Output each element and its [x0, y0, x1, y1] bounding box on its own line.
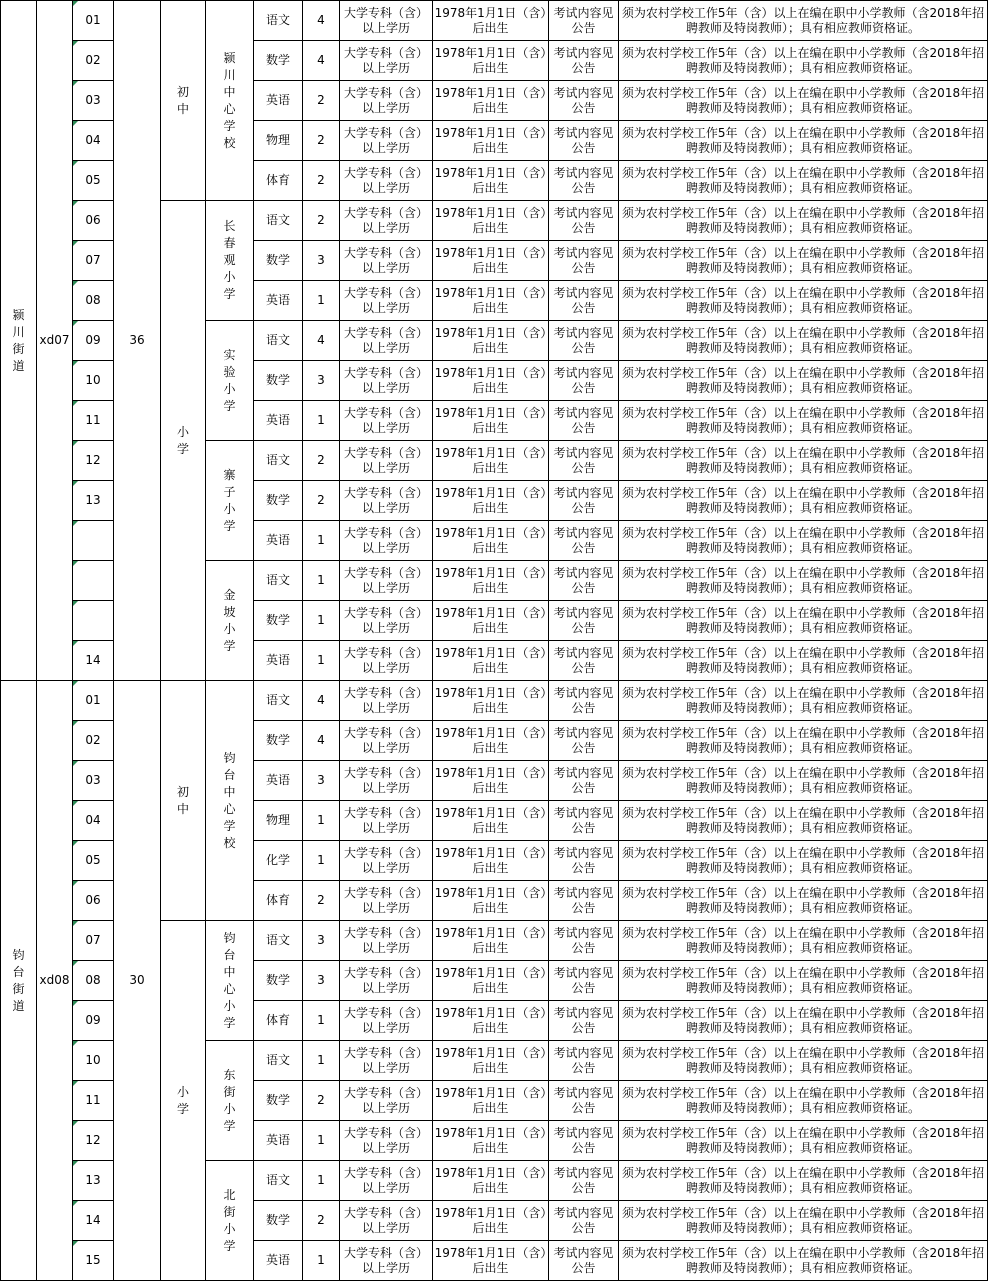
exam-cell: 考试内容见公告 [549, 1121, 619, 1161]
requirement-cell: 须为农村学校工作5年（含）以上在编在职中小学教师（含2018年招聘教师及特岗教师）；具有相应教师资格证。 [619, 241, 988, 281]
hire-count-cell: 1 [303, 841, 340, 881]
position-no-cell: 03 [73, 81, 114, 121]
school-name-cell-text: 北街小学 [223, 1187, 236, 1253]
education-cell: 大学专科（含）以上学历 [340, 1081, 433, 1121]
hire-count-cell: 1 [303, 641, 340, 681]
requirement-cell: 须为农村学校工作5年（含）以上在编在职中小学教师（含2018年招聘教师及特岗教师）；具有相应教师资格证。 [619, 1241, 988, 1281]
birth-cell: 1978年1月1日（含）后出生 [433, 41, 549, 81]
subject-cell: 语文 [254, 321, 303, 361]
subject-cell: 语文 [254, 561, 303, 601]
birth-cell: 1978年1月1日（含）后出生 [433, 681, 549, 721]
requirement-cell: 须为农村学校工作5年（含）以上在编在职中小学教师（含2018年招聘教师及特岗教师）；具有相应教师资格证。 [619, 681, 988, 721]
school-level-cell-text: 初中 [176, 784, 189, 816]
school-name-cell-text: 寨子小学 [223, 467, 236, 533]
birth-cell: 1978年1月1日（含）后出生 [433, 961, 549, 1001]
position-no-cell: 13 [73, 1161, 114, 1201]
education-cell: 大学专科（含）以上学历 [340, 801, 433, 841]
birth-cell: 1978年1月1日（含）后出生 [433, 321, 549, 361]
subject-cell: 语文 [254, 1161, 303, 1201]
position-no-cell: 01 [73, 1, 114, 41]
education-cell: 大学专科（含）以上学历 [340, 481, 433, 521]
requirement-cell: 须为农村学校工作5年（含）以上在编在职中小学教师（含2018年招聘教师及特岗教师）；具有相应教师资格证。 [619, 321, 988, 361]
birth-cell: 1978年1月1日（含）后出生 [433, 921, 549, 961]
position-no-cell: 12 [73, 441, 114, 481]
hire-count-cell: 4 [303, 681, 340, 721]
district-cell [1, 1, 37, 681]
exam-cell: 考试内容见公告 [549, 1041, 619, 1081]
school-level-cell-text: 小学 [176, 1084, 189, 1116]
position-no-cell: 03 [73, 761, 114, 801]
hire-count-cell: 1 [303, 1161, 340, 1201]
school-name-cell [206, 321, 254, 441]
subject-cell: 体育 [254, 161, 303, 201]
hire-count-cell: 2 [303, 1081, 340, 1121]
subject-cell: 英语 [254, 521, 303, 561]
birth-cell: 1978年1月1日（含）后出生 [433, 481, 549, 521]
requirement-cell: 须为农村学校工作5年（含）以上在编在职中小学教师（含2018年招聘教师及特岗教师）；具有相应教师资格证。 [619, 361, 988, 401]
position-no-cell: 07 [73, 241, 114, 281]
exam-cell: 考试内容见公告 [549, 321, 619, 361]
requirement-cell: 须为农村学校工作5年（含）以上在编在职中小学教师（含2018年招聘教师及特岗教师）；具有相应教师资格证。 [619, 601, 988, 641]
hire-count-cell: 2 [303, 881, 340, 921]
total-count-cell: 30 [114, 681, 161, 1281]
hire-count-cell: 2 [303, 121, 340, 161]
subject-cell: 英语 [254, 761, 303, 801]
education-cell: 大学专科（含）以上学历 [340, 921, 433, 961]
requirement-cell: 须为农村学校工作5年（含）以上在编在职中小学教师（含2018年招聘教师及特岗教师）；具有相应教师资格证。 [619, 721, 988, 761]
position-no-cell: 06 [73, 881, 114, 921]
birth-cell: 1978年1月1日（含）后出生 [433, 1, 549, 41]
unit-code-cell: xd07 [37, 1, 73, 681]
education-cell: 大学专科（含）以上学历 [340, 721, 433, 761]
education-cell: 大学专科（含）以上学历 [340, 1241, 433, 1281]
requirement-cell: 须为农村学校工作5年（含）以上在编在职中小学教师（含2018年招聘教师及特岗教师）；具有相应教师资格证。 [619, 161, 988, 201]
birth-cell: 1978年1月1日（含）后出生 [433, 281, 549, 321]
position-no-cell: 02 [73, 721, 114, 761]
position-no-cell: 12 [73, 1121, 114, 1161]
birth-cell: 1978年1月1日（含）后出生 [433, 241, 549, 281]
exam-cell: 考试内容见公告 [549, 641, 619, 681]
position-no-cell: 13 [73, 481, 114, 521]
subject-cell: 物理 [254, 121, 303, 161]
position-no-cell: 01 [73, 681, 114, 721]
birth-cell: 1978年1月1日（含）后出生 [433, 601, 549, 641]
birth-cell: 1978年1月1日（含）后出生 [433, 1041, 549, 1081]
hire-count-cell: 4 [303, 721, 340, 761]
hire-count-cell: 1 [303, 281, 340, 321]
hire-count-cell: 2 [303, 201, 340, 241]
position-no-cell: 04 [73, 121, 114, 161]
education-cell: 大学专科（含）以上学历 [340, 601, 433, 641]
subject-cell: 数学 [254, 961, 303, 1001]
hire-count-cell: 1 [303, 1241, 340, 1281]
school-level-cell [161, 201, 206, 681]
subject-cell: 语文 [254, 1, 303, 41]
birth-cell: 1978年1月1日（含）后出生 [433, 561, 549, 601]
education-cell: 大学专科（含）以上学历 [340, 1, 433, 41]
exam-cell: 考试内容见公告 [549, 441, 619, 481]
requirement-cell: 须为农村学校工作5年（含）以上在编在职中小学教师（含2018年招聘教师及特岗教师）；具有相应教师资格证。 [619, 1201, 988, 1241]
exam-cell: 考试内容见公告 [549, 361, 619, 401]
subject-cell: 语文 [254, 681, 303, 721]
school-name-cell-text: 实验小学 [223, 347, 236, 413]
exam-cell: 考试内容见公告 [549, 41, 619, 81]
position-no-cell: 10 [73, 361, 114, 401]
exam-cell: 考试内容见公告 [549, 961, 619, 1001]
birth-cell: 1978年1月1日（含）后出生 [433, 641, 549, 681]
subject-cell: 英语 [254, 1241, 303, 1281]
school-level-cell-text: 小学 [176, 424, 189, 456]
exam-cell: 考试内容见公告 [549, 681, 619, 721]
position-no-cell: 07 [73, 921, 114, 961]
school-name-cell [206, 441, 254, 561]
exam-cell: 考试内容见公告 [549, 721, 619, 761]
birth-cell: 1978年1月1日（含）后出生 [433, 801, 549, 841]
exam-cell: 考试内容见公告 [549, 401, 619, 441]
requirement-cell: 须为农村学校工作5年（含）以上在编在职中小学教师（含2018年招聘教师及特岗教师）；具有相应教师资格证。 [619, 1001, 988, 1041]
hire-count-cell: 1 [303, 1121, 340, 1161]
position-no-cell: 08 [73, 281, 114, 321]
requirement-cell: 须为农村学校工作5年（含）以上在编在职中小学教师（含2018年招聘教师及特岗教师）；具有相应教师资格证。 [619, 201, 988, 241]
hire-count-cell: 4 [303, 321, 340, 361]
position-no-cell [73, 521, 114, 561]
birth-cell: 1978年1月1日（含）后出生 [433, 721, 549, 761]
birth-cell: 1978年1月1日（含）后出生 [433, 201, 549, 241]
subject-cell: 英语 [254, 81, 303, 121]
subject-cell: 物理 [254, 801, 303, 841]
education-cell: 大学专科（含）以上学历 [340, 761, 433, 801]
exam-cell: 考试内容见公告 [549, 201, 619, 241]
education-cell: 大学专科（含）以上学历 [340, 201, 433, 241]
subject-cell: 语文 [254, 1041, 303, 1081]
exam-cell: 考试内容见公告 [549, 1, 619, 41]
subject-cell: 英语 [254, 641, 303, 681]
position-no-cell [73, 561, 114, 601]
position-no-cell: 10 [73, 1041, 114, 1081]
position-no-cell: 11 [73, 401, 114, 441]
education-cell: 大学专科（含）以上学历 [340, 841, 433, 881]
birth-cell: 1978年1月1日（含）后出生 [433, 401, 549, 441]
exam-cell: 考试内容见公告 [549, 241, 619, 281]
hire-count-cell: 3 [303, 921, 340, 961]
birth-cell: 1978年1月1日（含）后出生 [433, 361, 549, 401]
exam-cell: 考试内容见公告 [549, 481, 619, 521]
subject-cell: 英语 [254, 281, 303, 321]
requirement-cell: 须为农村学校工作5年（含）以上在编在职中小学教师（含2018年招聘教师及特岗教师）；具有相应教师资格证。 [619, 121, 988, 161]
subject-cell: 英语 [254, 1121, 303, 1161]
exam-cell: 考试内容见公告 [549, 921, 619, 961]
school-name-cell [206, 201, 254, 321]
requirement-cell: 须为农村学校工作5年（含）以上在编在职中小学教师（含2018年招聘教师及特岗教师）；具有相应教师资格证。 [619, 401, 988, 441]
requirement-cell: 须为农村学校工作5年（含）以上在编在职中小学教师（含2018年招聘教师及特岗教师）；具有相应教师资格证。 [619, 921, 988, 961]
exam-cell: 考试内容见公告 [549, 801, 619, 841]
exam-cell: 考试内容见公告 [549, 161, 619, 201]
hire-count-cell: 1 [303, 401, 340, 441]
hire-count-cell: 1 [303, 601, 340, 641]
hire-count-cell: 3 [303, 961, 340, 1001]
subject-cell: 化学 [254, 841, 303, 881]
birth-cell: 1978年1月1日（含）后出生 [433, 441, 549, 481]
district-cell [1, 681, 37, 1281]
table-row [1, 681, 988, 721]
total-count-cell: 36 [114, 1, 161, 681]
education-cell: 大学专科（含）以上学历 [340, 681, 433, 721]
requirement-cell: 须为农村学校工作5年（含）以上在编在职中小学教师（含2018年招聘教师及特岗教师）；具有相应教师资格证。 [619, 761, 988, 801]
position-no-cell: 09 [73, 1001, 114, 1041]
exam-cell: 考试内容见公告 [549, 1201, 619, 1241]
requirement-cell: 须为农村学校工作5年（含）以上在编在职中小学教师（含2018年招聘教师及特岗教师）；具有相应教师资格证。 [619, 961, 988, 1001]
education-cell: 大学专科（含）以上学历 [340, 1121, 433, 1161]
position-no-cell: 09 [73, 321, 114, 361]
education-cell: 大学专科（含）以上学历 [340, 561, 433, 601]
education-cell: 大学专科（含）以上学历 [340, 401, 433, 441]
hire-count-cell: 1 [303, 801, 340, 841]
hire-count-cell: 2 [303, 161, 340, 201]
hire-count-cell: 4 [303, 41, 340, 81]
hire-count-cell: 1 [303, 1041, 340, 1081]
birth-cell: 1978年1月1日（含）后出生 [433, 521, 549, 561]
birth-cell: 1978年1月1日（含）后出生 [433, 1201, 549, 1241]
subject-cell: 体育 [254, 881, 303, 921]
requirement-cell: 须为农村学校工作5年（含）以上在编在职中小学教师（含2018年招聘教师及特岗教师）；具有相应教师资格证。 [619, 1081, 988, 1121]
exam-cell: 考试内容见公告 [549, 601, 619, 641]
birth-cell: 1978年1月1日（含）后出生 [433, 1081, 549, 1121]
hire-count-cell: 2 [303, 481, 340, 521]
school-name-cell [206, 1161, 254, 1281]
subject-cell: 数学 [254, 41, 303, 81]
subject-cell: 体育 [254, 1001, 303, 1041]
exam-cell: 考试内容见公告 [549, 281, 619, 321]
requirement-cell: 须为农村学校工作5年（含）以上在编在职中小学教师（含2018年招聘教师及特岗教师）；具有相应教师资格证。 [619, 521, 988, 561]
exam-cell: 考试内容见公告 [549, 881, 619, 921]
exam-cell: 考试内容见公告 [549, 1001, 619, 1041]
subject-cell: 数学 [254, 1201, 303, 1241]
education-cell: 大学专科（含）以上学历 [340, 121, 433, 161]
requirement-cell: 须为农村学校工作5年（含）以上在编在职中小学教师（含2018年招聘教师及特岗教师）；具有相应教师资格证。 [619, 1041, 988, 1081]
school-level-cell-text: 初中 [176, 84, 189, 116]
unit-code-cell: xd08 [37, 681, 73, 1281]
education-cell: 大学专科（含）以上学历 [340, 1041, 433, 1081]
requirement-cell: 须为农村学校工作5年（含）以上在编在职中小学教师（含2018年招聘教师及特岗教师）；具有相应教师资格证。 [619, 281, 988, 321]
table-row [1, 1, 988, 41]
subject-cell: 数学 [254, 481, 303, 521]
education-cell: 大学专科（含）以上学历 [340, 961, 433, 1001]
education-cell: 大学专科（含）以上学历 [340, 641, 433, 681]
hire-count-cell: 2 [303, 441, 340, 481]
school-name-cell [206, 681, 254, 921]
position-no-cell: 06 [73, 201, 114, 241]
hire-count-cell: 3 [303, 361, 340, 401]
district-cell-text: 颍川街道 [12, 307, 25, 373]
school-name-cell-text: 钧台中心小学 [223, 930, 236, 1030]
hire-count-cell: 3 [303, 761, 340, 801]
hire-count-cell: 4 [303, 1, 340, 41]
requirement-cell: 须为农村学校工作5年（含）以上在编在职中小学教师（含2018年招聘教师及特岗教师）；具有相应教师资格证。 [619, 441, 988, 481]
education-cell: 大学专科（含）以上学历 [340, 241, 433, 281]
exam-cell: 考试内容见公告 [549, 561, 619, 601]
position-no-cell: 02 [73, 41, 114, 81]
education-cell: 大学专科（含）以上学历 [340, 281, 433, 321]
education-cell: 大学专科（含）以上学历 [340, 881, 433, 921]
position-no-cell: 05 [73, 841, 114, 881]
hire-count-cell: 2 [303, 1201, 340, 1241]
hire-count-cell: 3 [303, 241, 340, 281]
birth-cell: 1978年1月1日（含）后出生 [433, 81, 549, 121]
requirement-cell: 须为农村学校工作5年（含）以上在编在职中小学教师（含2018年招聘教师及特岗教师）；具有相应教师资格证。 [619, 881, 988, 921]
position-no-cell [73, 601, 114, 641]
education-cell: 大学专科（含）以上学历 [340, 321, 433, 361]
requirement-cell: 须为农村学校工作5年（含）以上在编在职中小学教师（含2018年招聘教师及特岗教师）；具有相应教师资格证。 [619, 41, 988, 81]
exam-cell: 考试内容见公告 [549, 841, 619, 881]
exam-cell: 考试内容见公告 [549, 81, 619, 121]
position-no-cell: 15 [73, 1241, 114, 1281]
school-level-cell [161, 921, 206, 1281]
requirement-cell: 须为农村学校工作5年（含）以上在编在职中小学教师（含2018年招聘教师及特岗教师）；具有相应教师资格证。 [619, 81, 988, 121]
requirement-cell: 须为农村学校工作5年（含）以上在编在职中小学教师（含2018年招聘教师及特岗教师）；具有相应教师资格证。 [619, 1121, 988, 1161]
birth-cell: 1978年1月1日（含）后出生 [433, 161, 549, 201]
hire-count-cell: 1 [303, 1001, 340, 1041]
subject-cell: 数学 [254, 361, 303, 401]
position-no-cell: 11 [73, 1081, 114, 1121]
school-name-cell [206, 1041, 254, 1161]
education-cell: 大学专科（含）以上学历 [340, 1161, 433, 1201]
school-level-cell [161, 681, 206, 921]
education-cell: 大学专科（含）以上学历 [340, 521, 433, 561]
birth-cell: 1978年1月1日（含）后出生 [433, 121, 549, 161]
school-name-cell-text: 颍川中心学校 [223, 50, 236, 150]
education-cell: 大学专科（含）以上学历 [340, 441, 433, 481]
education-cell: 大学专科（含）以上学历 [340, 161, 433, 201]
birth-cell: 1978年1月1日（含）后出生 [433, 881, 549, 921]
position-no-cell: 14 [73, 641, 114, 681]
birth-cell: 1978年1月1日（含）后出生 [433, 1161, 549, 1201]
hire-count-cell: 1 [303, 521, 340, 561]
district-cell-text: 钧台街道 [12, 947, 25, 1013]
position-no-cell: 05 [73, 161, 114, 201]
subject-cell: 数学 [254, 601, 303, 641]
subject-cell: 数学 [254, 721, 303, 761]
subject-cell: 数学 [254, 241, 303, 281]
subject-cell: 数学 [254, 1081, 303, 1121]
school-level-cell [161, 1, 206, 201]
requirement-cell: 须为农村学校工作5年（含）以上在编在职中小学教师（含2018年招聘教师及特岗教师）；具有相应教师资格证。 [619, 1161, 988, 1201]
requirement-cell: 须为农村学校工作5年（含）以上在编在职中小学教师（含2018年招聘教师及特岗教师）；具有相应教师资格证。 [619, 641, 988, 681]
education-cell: 大学专科（含）以上学历 [340, 1201, 433, 1241]
school-name-cell [206, 1, 254, 201]
hire-count-cell: 1 [303, 561, 340, 601]
birth-cell: 1978年1月1日（含）后出生 [433, 761, 549, 801]
subject-cell: 语文 [254, 201, 303, 241]
exam-cell: 考试内容见公告 [549, 1241, 619, 1281]
education-cell: 大学专科（含）以上学历 [340, 41, 433, 81]
subject-cell: 英语 [254, 401, 303, 441]
requirement-cell: 须为农村学校工作5年（含）以上在编在职中小学教师（含2018年招聘教师及特岗教师）；具有相应教师资格证。 [619, 1, 988, 41]
requirement-cell: 须为农村学校工作5年（含）以上在编在职中小学教师（含2018年招聘教师及特岗教师）；具有相应教师资格证。 [619, 801, 988, 841]
birth-cell: 1978年1月1日（含）后出生 [433, 1001, 549, 1041]
education-cell: 大学专科（含）以上学历 [340, 361, 433, 401]
exam-cell: 考试内容见公告 [549, 1161, 619, 1201]
school-name-cell [206, 561, 254, 681]
school-name-cell [206, 921, 254, 1041]
position-no-cell: 14 [73, 1201, 114, 1241]
exam-cell: 考试内容见公告 [549, 1081, 619, 1121]
education-cell: 大学专科（含）以上学历 [340, 81, 433, 121]
birth-cell: 1978年1月1日（含）后出生 [433, 1241, 549, 1281]
subject-cell: 语文 [254, 921, 303, 961]
exam-cell: 考试内容见公告 [549, 521, 619, 561]
position-no-cell: 08 [73, 961, 114, 1001]
requirement-cell: 须为农村学校工作5年（含）以上在编在职中小学教师（含2018年招聘教师及特岗教师）；具有相应教师资格证。 [619, 481, 988, 521]
education-cell: 大学专科（含）以上学历 [340, 1001, 433, 1041]
subject-cell: 语文 [254, 441, 303, 481]
birth-cell: 1978年1月1日（含）后出生 [433, 1121, 549, 1161]
requirement-cell: 须为农村学校工作5年（含）以上在编在职中小学教师（含2018年招聘教师及特岗教师）；具有相应教师资格证。 [619, 841, 988, 881]
hire-count-cell: 2 [303, 81, 340, 121]
birth-cell: 1978年1月1日（含）后出生 [433, 841, 549, 881]
requirement-cell: 须为农村学校工作5年（含）以上在编在职中小学教师（含2018年招聘教师及特岗教师）；具有相应教师资格证。 [619, 561, 988, 601]
school-name-cell-text: 钧台中心学校 [223, 750, 236, 850]
school-name-cell-text: 东街小学 [223, 1067, 236, 1133]
position-no-cell: 04 [73, 801, 114, 841]
exam-cell: 考试内容见公告 [549, 761, 619, 801]
exam-cell: 考试内容见公告 [549, 121, 619, 161]
school-name-cell-text: 金坡小学 [223, 587, 236, 653]
school-name-cell-text: 长春观小学 [223, 219, 236, 301]
